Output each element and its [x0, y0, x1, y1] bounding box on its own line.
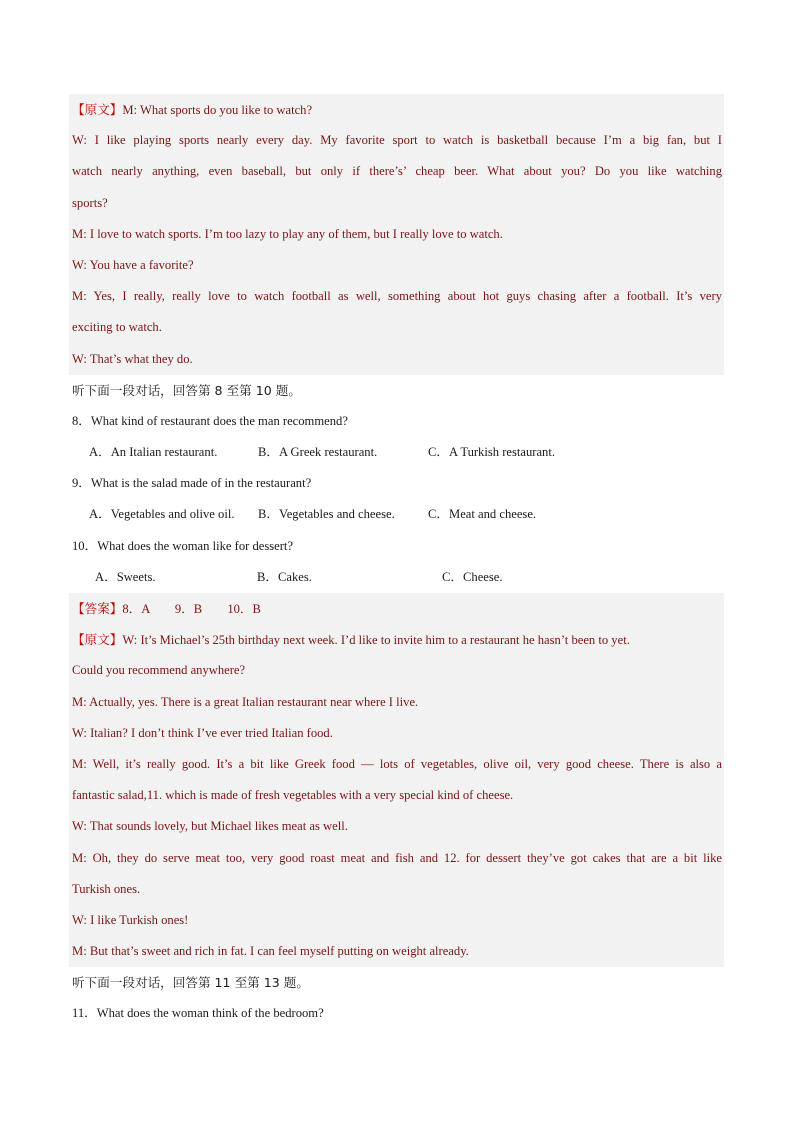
transcript-line: M: Actually, yes. There is a great Italian restaurant near where I live. — [69, 687, 724, 718]
question-text: 11．What does the woman think of the bedroom? — [72, 1006, 324, 1021]
option-c: C．Cheese. — [442, 569, 503, 584]
question-section-3 — [69, 967, 724, 1029]
question-section-2 — [69, 375, 724, 593]
option-c: C．Meat and cheese. — [428, 507, 537, 522]
question-text: 10．What does the woman like for dessert? — [72, 538, 294, 553]
transcript-line: M: Well, it’s really good. It’s a bit like Greek food — lots of vegetables, olive oil, very good cheese. There is also a — [69, 749, 724, 780]
transcript-line: W: Italian? I don’t think I’ve ever tried Italian food. — [69, 718, 724, 749]
document-page — [69, 94, 724, 1030]
question-text: 9．What is the salad made of in the restaurant? — [72, 476, 312, 491]
transcript-line: W: I like playing sports nearly every day. My favorite sport to watch is basketball because I’m a big fan, but I — [69, 125, 724, 156]
source-tag: 【原文】 — [72, 632, 123, 648]
option-b: B．Vegetables and cheese. — [258, 507, 395, 522]
question-text: 8．What kind of restaurant does the man recommend? — [72, 413, 348, 428]
transcript-line: M: But that’s sweet and rich in fat. I can feel myself putting on weight already. — [69, 936, 724, 967]
transcript-line: Could you recommend anywhere? — [69, 655, 724, 686]
option-a: A．An Italian restaurant. — [89, 445, 218, 460]
transcript-line: watch nearly anything, even baseball, but only if there’s’ cheap beer. What about you? Do you like watching — [69, 156, 724, 187]
transcript-line: W: You have a favorite? — [69, 250, 724, 281]
transcript-line: exciting to watch. — [69, 312, 724, 343]
transcript-line: W: I like Turkish ones! — [69, 905, 724, 936]
transcript-block-2 — [69, 593, 724, 967]
source-tag: 【原文】 — [72, 102, 123, 117]
transcript-line: sports? — [69, 188, 724, 219]
option-c: C．A Turkish restaurant. — [428, 445, 555, 460]
option-b: B．Cakes. — [257, 569, 312, 584]
transcript-line: W: That’s what they do. — [69, 344, 724, 375]
answer-tag: 【答案】 — [72, 601, 123, 616]
answer-values: 8．A 9．B 10．B — [122, 602, 261, 616]
transcript-line: 【原文】W: It’s Michael’s 25th birthday next week. I’d like to invite him to a restaurant he hasn’t been to yet. — [69, 624, 724, 655]
answer-line — [69, 593, 724, 624]
transcript-line: W: That sounds lovely, but Michael likes meat as well. — [69, 811, 724, 842]
options-row — [69, 499, 724, 530]
transcript-block-1 — [69, 94, 724, 375]
options-row — [69, 562, 724, 593]
section-heading: 听下面一段对话，回答第 8 至第 10 题。 — [72, 382, 301, 398]
transcript-line: Turkish ones. — [69, 874, 724, 905]
transcript-line: fantastic salad,11. which is made of fresh vegetables with a very special kind of cheese. — [69, 780, 724, 811]
section-heading: 听下面一段对话，回答第 11 至第 13 题。 — [72, 975, 309, 991]
option-a: A．Sweets. — [95, 569, 156, 584]
transcript-line: M: I love to watch sports. I’m too lazy to play any of them, but I really love to watch. — [69, 219, 724, 250]
option-b: B．A Greek restaurant. — [258, 445, 378, 460]
transcript-line: 【原文】M: What sports do you like to watch? — [69, 94, 724, 125]
option-a: A．Vegetables and olive oil. — [89, 507, 235, 522]
transcript-line: M: Oh, they do serve meat too, very good roast meat and fish and 12. for dessert they’ve got cakes that are a bit like — [69, 843, 724, 874]
options-row — [69, 437, 724, 468]
transcript-line: M: Yes, I really, really love to watch football as well, something about hot guys chasing after a football. It’s very — [69, 281, 724, 312]
